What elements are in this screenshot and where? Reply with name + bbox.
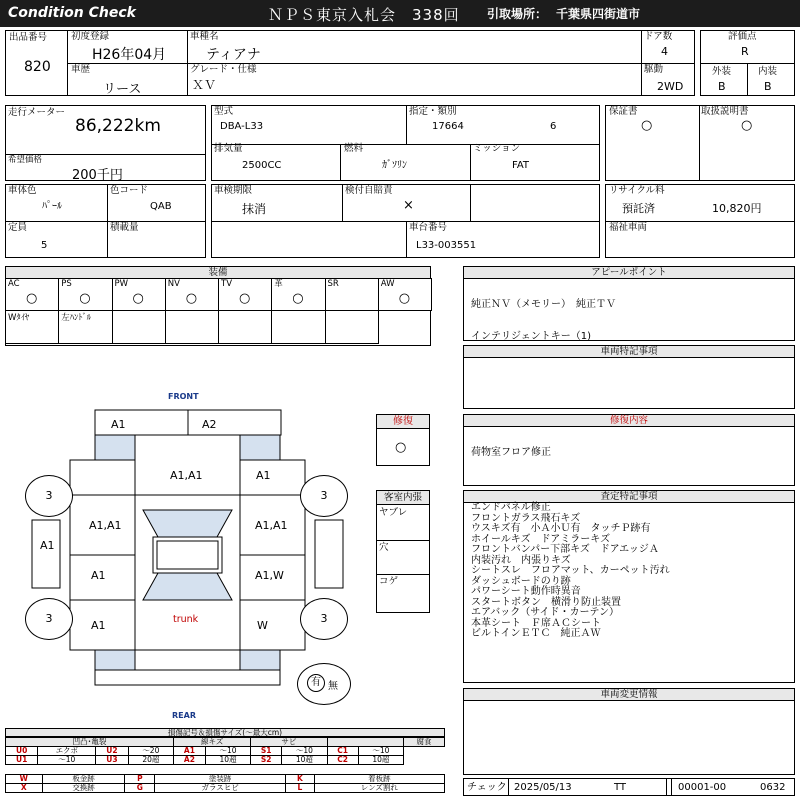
liability-value: ×	[403, 198, 414, 213]
color-code-value: QAB	[150, 201, 172, 212]
legend-code: W	[6, 775, 43, 784]
desired-price-label: 希望価格	[8, 155, 43, 165]
inspector-note-line: エアバック（サイド・カーテン）	[471, 607, 619, 618]
legend-code: U1	[6, 756, 38, 765]
left-quarter-damage: A1	[91, 619, 106, 632]
repair-content-title: 修復内容	[464, 415, 794, 427]
equipment-extra-label: 左ﾊﾝﾄﾞﾙ	[61, 313, 92, 323]
score-label: 評価点	[728, 31, 757, 42]
history-label: 車歴	[71, 64, 91, 75]
change-info-title: 車両変更情報	[464, 689, 794, 701]
drive-value: 2WD	[657, 80, 684, 93]
mission-value: FAT	[512, 160, 530, 171]
equipment-title: 装備	[6, 267, 430, 279]
legend-meaning: 〜10	[205, 747, 250, 756]
inspector-notes-title: 査定特記事項	[464, 491, 794, 503]
right-front-door-damage: A1,A1	[255, 519, 288, 532]
equipment-label: NV	[167, 279, 180, 289]
equipment-cell	[165, 278, 219, 311]
capacity-label: 定員	[8, 222, 28, 233]
legend-table	[5, 737, 445, 765]
legend-code: S2	[251, 756, 282, 765]
equipment-cell	[5, 278, 59, 311]
equipment-extra-cell	[271, 310, 325, 344]
legend-code: C1	[327, 747, 358, 756]
front-right-fender-damage: A1	[256, 469, 271, 482]
legend-code: U2	[96, 747, 128, 756]
lot-value: 820	[24, 59, 51, 75]
exterior-label: 外装	[712, 66, 732, 77]
inspection-box	[211, 184, 600, 258]
cabin-title: 客室内張	[377, 491, 429, 505]
drive-label: 駆動	[644, 64, 664, 75]
tyre-front-left	[25, 475, 73, 517]
hood-damage: A1,A1	[170, 469, 203, 482]
inspector-note-line: フロントバンパー下部キズ ドアエッジＡ	[471, 544, 659, 555]
equipment-label: AW	[380, 279, 395, 289]
legend-code: P	[125, 775, 155, 784]
tyre-rl-value: 3	[45, 612, 53, 625]
legend-code: L	[286, 784, 315, 793]
displacement-value: 2500CC	[242, 160, 282, 171]
special-notes-panel	[463, 345, 795, 409]
lot-number-box	[5, 30, 68, 96]
legend-code: U3	[96, 756, 128, 765]
inspector-note-line: ビルトインＥＴＣ 純正ＡＷ	[471, 628, 601, 639]
spare-tyre	[297, 663, 351, 705]
tyre-fr-value: 3	[320, 489, 328, 502]
cabin-row-label: コゲ	[379, 576, 399, 587]
car-name-value: ティアナ	[206, 47, 261, 63]
front-label: FRONT	[168, 392, 199, 401]
spare-absent-mark: 無	[328, 681, 338, 692]
right-quarter-damage: W	[257, 619, 268, 632]
cabin-row-label: ヤブレ	[379, 507, 408, 518]
appeal-line: インテリジェントキー（1)	[471, 330, 592, 342]
legend-group-header: 線キズ	[174, 738, 251, 747]
legend-table-2	[5, 774, 445, 793]
equipment-extra-cell	[58, 310, 112, 344]
color-value: ﾊﾟｰﾙ	[42, 201, 62, 212]
equipment-mark: ○	[79, 291, 91, 306]
equipment-label: TV	[221, 279, 233, 289]
roof-front-left-damage: A1	[111, 418, 126, 431]
equipment-extra-cell	[5, 310, 59, 344]
legend-meaning: 交換跡	[42, 784, 125, 793]
legend-code: G	[125, 784, 155, 793]
title-bar	[0, 0, 800, 27]
manual-value: ○	[741, 118, 753, 133]
inspector-note-line: ダッシュボードのり跡	[471, 575, 571, 587]
repair-box-mark: ○	[395, 440, 407, 455]
warranty-label: 保証書	[609, 106, 638, 117]
tyre-fl-value: 3	[45, 489, 53, 502]
color-label: 車体色	[8, 185, 37, 196]
inspector-note-line: 本革シート Ｆ席ＡＣシート	[471, 617, 601, 629]
inspection-label: 車検期限	[214, 185, 253, 196]
equipment-label: SR	[327, 279, 339, 289]
inspector-note-line: スタートボタン 横滑り防止装置	[471, 596, 621, 608]
left-side-damage: A1	[40, 539, 55, 552]
appeal-line: 純正ＮＶ（メモリー） 純正ＴＶ	[471, 299, 616, 310]
trunk-label: trunk	[173, 614, 199, 625]
legend-code: A2	[174, 756, 206, 765]
equipment-label: PW	[114, 279, 129, 289]
spare-present-mark: 有	[307, 674, 325, 692]
score-value: R	[741, 45, 749, 58]
inspector-note-line: ホイールキズ ドアミラーキズ	[471, 533, 611, 545]
equipment-label: PS	[61, 279, 72, 289]
equipment-label: AC	[8, 279, 20, 289]
chassis-label: 車台番号	[409, 222, 448, 233]
left-rear-door-damage: A1	[91, 569, 106, 582]
legend-code: S1	[251, 747, 282, 756]
checker-initials: TT	[614, 782, 627, 793]
appeal-title: アピールポイント	[464, 267, 794, 279]
cabin-interior-box	[376, 490, 430, 613]
equipment-cell	[325, 278, 379, 311]
legend-code: C2	[327, 756, 358, 765]
pickup-value: 千葉県四街道市	[556, 7, 641, 21]
legend-meaning: 10超	[205, 756, 250, 765]
legend-meaning: 塗装跡	[155, 775, 286, 784]
type-value-2: 6	[550, 121, 557, 132]
welfare-label: 福祉車両	[609, 222, 648, 233]
doors-value: 4	[661, 45, 668, 58]
repair-box	[376, 414, 430, 466]
tyre-rear-left	[25, 598, 73, 640]
legend-meaning: 着板跡	[314, 775, 444, 784]
inspection-value: 抹消	[242, 202, 267, 216]
equipment-mark: ○	[185, 291, 198, 306]
check-date: 2025/05/13	[514, 782, 572, 793]
rear-label: REAR	[172, 711, 196, 720]
recycle-amount: 10,820円	[712, 202, 762, 215]
roof-front-right-damage: A2	[202, 418, 217, 431]
equipment-cell	[58, 278, 112, 311]
first-reg-value: H26年04月	[92, 47, 167, 63]
equipment-mark: ○	[239, 291, 251, 306]
equipment-extra-cell	[112, 310, 166, 344]
inspector-note-line: ウスキズ有 小Ａ小Ｕ有 タッチＰ跡有	[471, 523, 651, 534]
capacity-value: 5	[41, 240, 48, 251]
legend-group-header: 凹凸･亀裂	[6, 738, 174, 747]
tyre-front-right	[300, 475, 348, 517]
footer-code-1: 00001-00	[678, 782, 727, 793]
recycle-label: リサイクル料	[609, 185, 665, 196]
right-rear-door-damage: A1,W	[255, 569, 284, 582]
mileage-value: 86,222km	[75, 116, 161, 136]
liability-label: 検付自賠責	[345, 185, 393, 196]
legend-meaning: 〜10	[358, 747, 403, 756]
legend-meaning: ガラスヒビ	[155, 784, 286, 793]
interior-value: B	[764, 80, 772, 93]
equipment-mark: ○	[292, 291, 304, 306]
model-value: DBA-L33	[220, 121, 264, 132]
legend-meaning: 〜20	[128, 747, 173, 756]
special-title: 車両特記事項	[464, 346, 794, 358]
exterior-value: B	[718, 80, 726, 93]
footer-code-2: 0632	[760, 782, 786, 793]
legend-group-header: サビ	[251, 738, 327, 747]
repair-content-notes	[471, 427, 551, 469]
cabin-row-label: 穴	[379, 542, 389, 553]
warranty-value: ○	[641, 118, 653, 133]
inspector-note-line: フロントガラス飛石キズ	[471, 512, 581, 524]
equipment-mark: ○	[26, 291, 38, 306]
inspector-note-line: シートスレ フロアマット、カーペット汚れ	[471, 565, 670, 576]
inspector-notes-list	[471, 503, 670, 640]
equipment-extra-label: Wﾀｲﾔ	[8, 313, 30, 323]
legend-meaning: 20超	[128, 756, 173, 765]
grade-value: ＸＶ	[192, 78, 217, 92]
fuel-value: ｶﾞｿﾘﾝ	[382, 160, 407, 171]
equipment-label: 革	[274, 279, 283, 289]
left-front-door-damage: A1,A1	[89, 519, 122, 532]
sheet-title: Condition Check	[8, 5, 136, 21]
repair-box-title: 修復	[377, 415, 429, 429]
legend-meaning: 〜10	[282, 747, 327, 756]
inspector-note-line: パワーシート動作時異音	[471, 586, 581, 597]
manual-label: 取扱説明書	[701, 106, 749, 117]
check-footer	[463, 778, 795, 796]
equipment-mark: ○	[398, 291, 411, 306]
legend-meaning: 〜10	[38, 756, 96, 765]
first-reg-label: 初度登録	[71, 31, 110, 42]
legend-code: X	[6, 784, 43, 793]
equipment-cell	[271, 278, 325, 311]
check-label: チェック	[467, 782, 507, 793]
type-label: 指定・類別	[409, 106, 457, 117]
grade-label: グレード・仕様	[190, 64, 257, 75]
color-code-label: 色コード	[110, 185, 149, 196]
recycle-status: 預託済	[622, 202, 655, 215]
interior-label: 内装	[758, 66, 778, 77]
legend-code: U0	[6, 747, 38, 756]
type-value-1: 17664	[432, 121, 464, 132]
tyre-rr-value: 3	[320, 612, 328, 625]
legend-code: K	[286, 775, 315, 784]
displacement-label: 排気量	[214, 143, 243, 154]
desired-price-value: 200千円	[72, 168, 123, 183]
legend-meaning: エクボ	[38, 747, 96, 756]
doors-label: ドア数	[644, 31, 673, 42]
tyre-rear-right	[300, 598, 348, 640]
auction-title: ＮＰＳ東京入札会 338回	[268, 6, 460, 24]
equipment-cell	[218, 278, 272, 311]
equipment-cell	[112, 278, 166, 311]
equipment-cell	[378, 278, 432, 311]
repair-content-line: 荷物室フロア修正	[471, 447, 551, 458]
mileage-label: 走行メーター	[8, 107, 66, 118]
equipment-mark: ○	[132, 291, 144, 306]
equipment-extra-cell	[218, 310, 272, 344]
inspector-note-line: 内装汚れ 内張りキズ	[471, 554, 571, 566]
load-label: 積載量	[110, 222, 139, 233]
lot-label: 出品番号	[9, 32, 48, 43]
mission-label: ミッション	[473, 143, 521, 154]
inspector-note-line: エンドパネル修正	[471, 502, 551, 513]
model-label: 型式	[214, 106, 234, 117]
change-info-panel	[463, 688, 795, 775]
equipment-extra-cell	[165, 310, 219, 344]
damage-diagram	[5, 385, 370, 725]
fuel-label: 燃料	[344, 143, 364, 154]
legend-title: 損傷記号＆損傷サイズ(〜最大cm)	[5, 728, 445, 737]
legend-meaning: 10超	[282, 756, 327, 765]
equipment-extra-cell	[325, 310, 379, 344]
chassis-value: L33-003551	[416, 240, 477, 251]
car-name-label: 車種名	[190, 31, 219, 42]
legend-code: A1	[174, 747, 206, 756]
pickup-label: 引取場所：	[487, 7, 548, 21]
legend-meaning: 10超	[358, 756, 403, 765]
legend-meaning: レンズ割れ	[314, 784, 444, 793]
history-value: リース	[103, 82, 142, 97]
legend-meaning: 板金跡	[42, 775, 125, 784]
legend-group-header: 腐食	[404, 738, 445, 747]
